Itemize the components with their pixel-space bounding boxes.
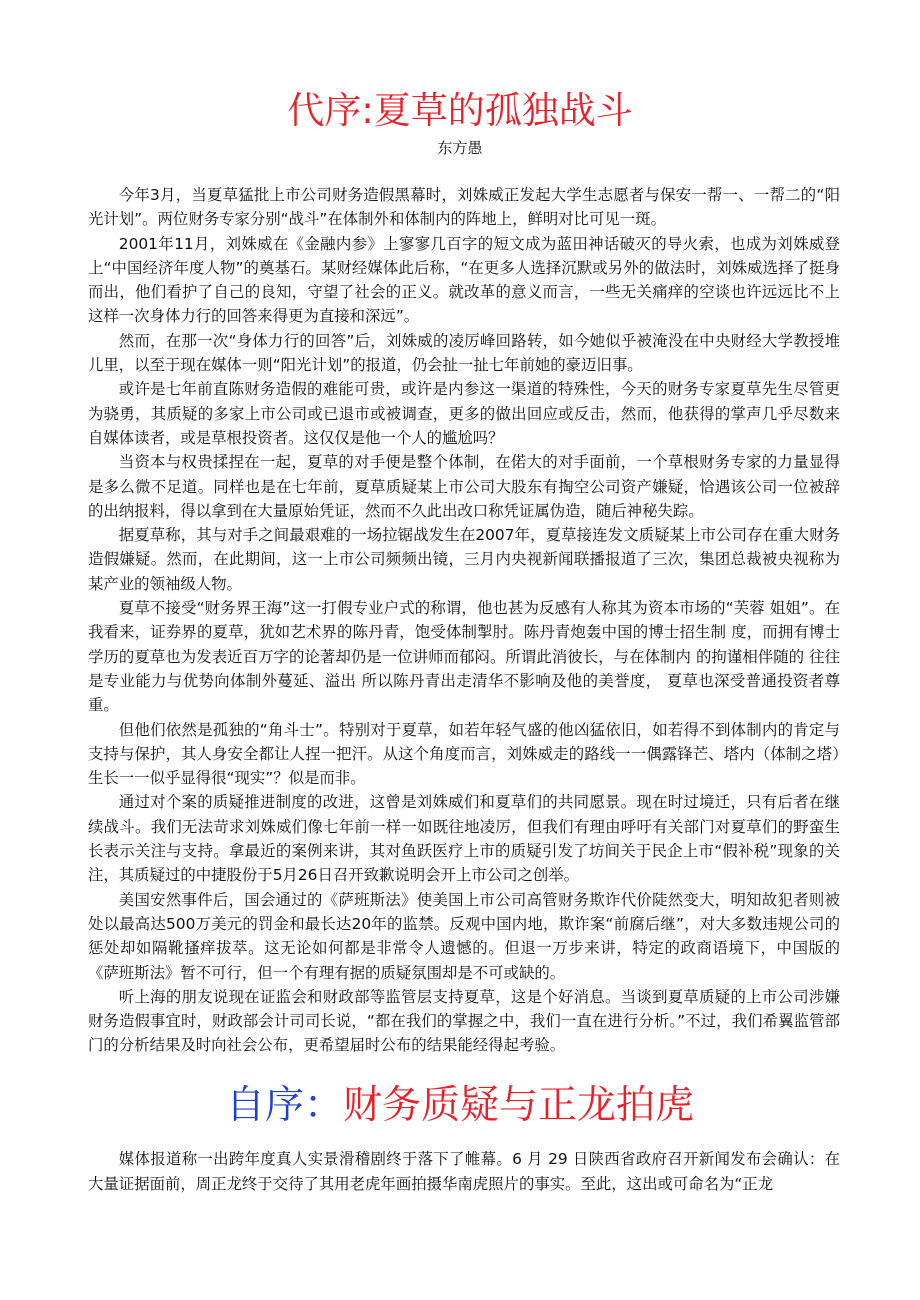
- preface-body: [88, 183, 840, 1058]
- paragraph: 夏草不接受“财务界王海”这一打假专业户式的称谓，他也甚为反感有人称其为资本市场的“芙蓉 姐姐”。在我看来，证券界的夏草，犹如艺术界的陈丹青，饱受体制掣肘。陈丹青炮轰中国的博士招生制 度，而拥有博士学历的夏草也为发表近百万字的论著却仍是一位讲师而郁闷。所谓此消彼长，与在体制内 的拘谨相伴随的 往往是专业能力与优势向体制外蔓延、溢出 所以陈丹青出走清华不影响及他的美誉度， 夏草也深受普通投资者尊重。: [88, 599, 840, 715]
- paragraph: 听上海的朋友说现在证监会和财政部等监管层支持夏草，这是个好消息。当谈到夏草质疑的上市公司涉嫌财务造假事宜时，财政部会计司司长说，“都在我们的掌握之中，我们一直在进行分析。”不过，我们希翼监管部门的分析结果及时向社会公布，更希望届时公布的结果能经得起考验。: [88, 987, 840, 1055]
- foreword-title-prefix: 自序：: [225, 1083, 343, 1128]
- foreword-title: [0, 1080, 920, 1132]
- paragraph: 通过对个案的质疑推进制度的改进，这曾是刘姝威们和夏草们的共同愿景。现在时过境迁，只有后者在继续战斗。我们无法苛求刘姝威们像七年前一样一如既往地凌厉，但我们有理由呼吁有关部门对夏草们的野蛮生长表示关注与支持。拿最近的案例来讲，其对鱼跃医疗上市的质疑引发了坊间关于民企上市“假补税”现象的关注，其质疑过的中捷股份于5月26日召开致歉说明会开上市公司之创举。: [88, 793, 840, 885]
- paragraph: 美国安然事件后，国会通过的《萨班斯法》使美国上市公司高管财务欺诈代价陡然变大，明知故犯者则被处以最高达500万美元的罚金和最长达20年的监禁。反观中国内地，欺诈案“前腐后继”，对大多数违规公司的惩处却如隔靴搔痒拔萃。这无论如何都是非常令人遗憾的。但退一万步来讲，特定的政商语境下，中国版的《萨班斯法》暂不可行，但一个有理有据的质疑氛围却是不可或缺的。: [88, 890, 840, 982]
- foreword-body: [88, 1147, 840, 1197]
- paragraph: 但他们依然是孤独的“角斗士”。特别对于夏草，如若年轻气盛的他凶猛依旧，如若得不到体制内的肯定与支持与保护，其人身安全都让人捏一把汗。从这个角度而言，刘姝威走的路线一一偶露锋芒、塔内（体制之塔）生长一一似乎显得很“现实”？似是而非。: [88, 720, 840, 788]
- paragraph: 今年3月，当夏草猛批上市公司财务造假黑幕时，刘姝威正发起大学生志愿者与保安一帮一、一帮二的“阳光计划”。两位财务专家分别“战斗”在体制外和体制内的阵地上，鲜明对比可见一斑。: [88, 186, 840, 229]
- paragraph: 媒体报道称一出跨年度真人实景滑稽剧终于落下了帷幕。6 月 29 日陕西省政府召开新闻发布会确认：在大量证据面前，周正龙终于交待了其用老虎年画拍摄华南虎照片的事实。至此，这出或可命名为“正龙: [88, 1150, 840, 1193]
- paragraph: 然而，在那一次“身体力行的回答”后，刘姝威的凌厉峰回路转，如今她似乎被淹没在中央财经大学教授堆儿里，以至于现在媒体一则“阳光计划”的报道，仍会扯一扯七年前她的豪迈旧事。: [88, 331, 840, 375]
- author-name: 东方愚: [437, 139, 483, 157]
- paragraph: 或许是七年前直陈财务造假的难能可贵，或许是内参这一渠道的特殊性，今天的财务专家夏草先生尽管更为骁勇，其质疑的多家上市公司或已退市或被调查，更多的做出回应或反击，然而，他获得的掌声几乎尽数来自媒体读者，或是草根投资者。这仅仅是他一个人的尴尬吗？: [88, 380, 840, 447]
- preface-title: 代序:夏草的孤独战斗: [287, 89, 633, 132]
- foreword-title-main: 财务质疑与正龙拍虎: [343, 1083, 695, 1128]
- paragraph: 据夏草称，其与对手之间最艰难的一场拉锯战发生在2007年，夏草接连发文质疑某上市公司存在重大财务造假嫌疑。然而，在此期间，这一上市公司频频出镜，三月内央视新闻联播报道了三次，集团总裁被央视称为某产业的领袖级人物。: [88, 526, 840, 593]
- paragraph: 2001年11月，刘姝威在《金融内参》上寥寥几百字的短文成为蓝田神话破灭的导火索，也成为刘姝威登上“中国经济年度人物”的奠基石。某财经媒体此后称，“在更多人选择沉默或另外的做法时，刘姝威选择了挺身而出，他们看护了自己的良知，守望了社会的正义。就改革的意义而言，一些无关痛痒的空谈也许远远比不上这样一次身体力行的回答来得更为直接和深远”。: [88, 234, 840, 326]
- paragraph: 当资本与权贵揉捏在一起，夏草的对手便是整个体制，在偌大的对手面前，一个草根财务专家的力量显得是多么微不足道。同样也是在七年前，夏草质疑某上市公司大股东有掏空公司资产嫌疑，恰遇该公司一位被辞的出纳报料，得以拿到在大量原始凭证，然而不久此出改口称凭证属伪造，随后神秘失踪。: [88, 453, 840, 520]
